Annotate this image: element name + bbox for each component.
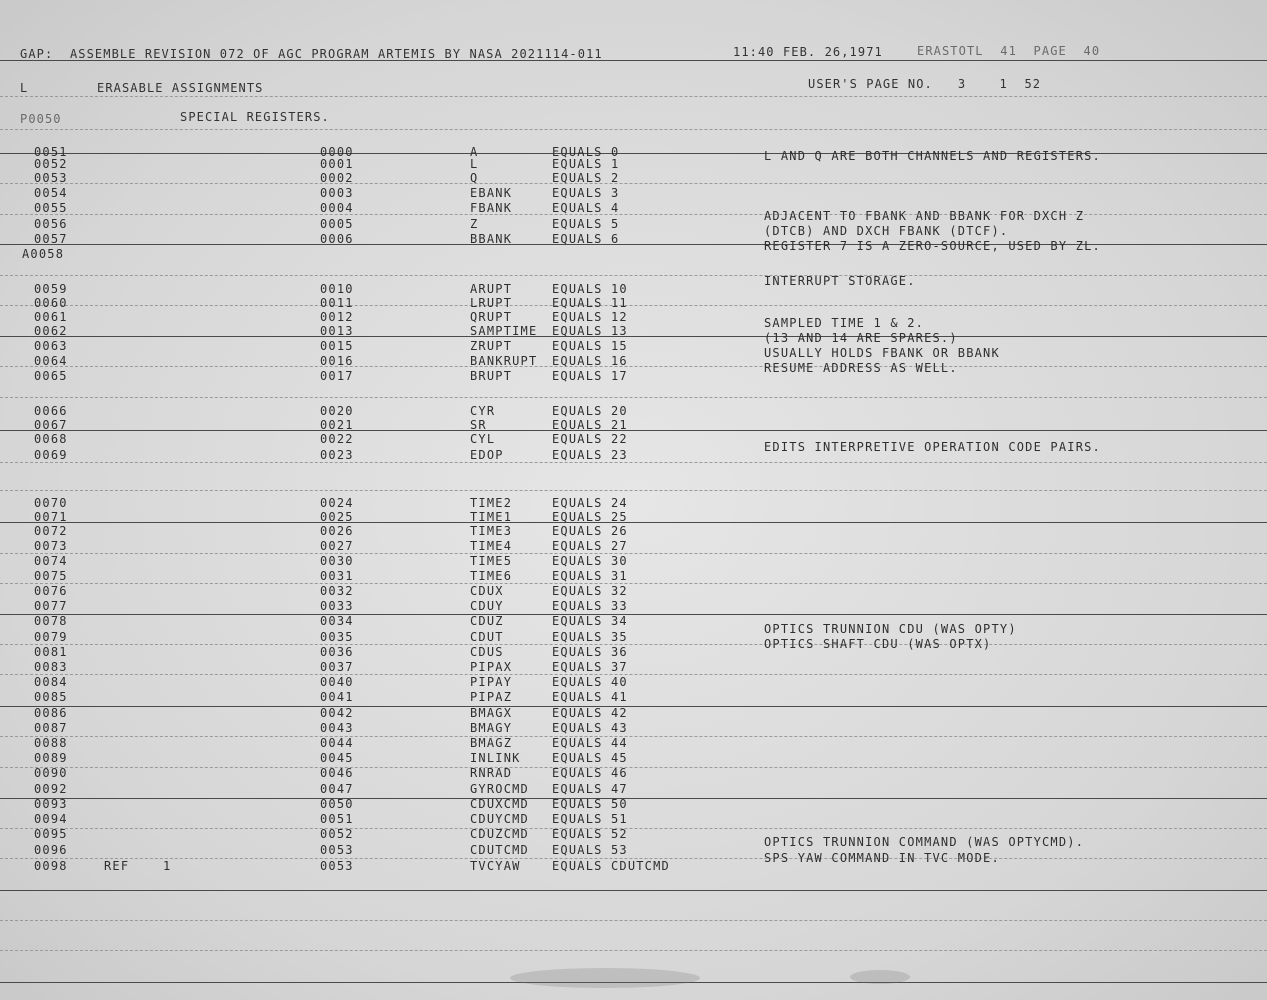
equals-directive: EQUALS 24 xyxy=(552,496,628,510)
equals-directive: EQUALS 51 xyxy=(552,812,628,826)
symbol: TIME4 xyxy=(470,539,513,553)
address: 0053 xyxy=(320,843,354,857)
address: 0002 xyxy=(320,171,354,185)
rule-line xyxy=(0,614,1267,615)
line-number: 0086 xyxy=(34,706,68,720)
address: 0037 xyxy=(320,660,354,674)
symbol: EDOP xyxy=(470,448,504,462)
equals-directive: EQUALS 11 xyxy=(552,296,628,310)
line-number: 0056 xyxy=(34,217,68,231)
rule-line xyxy=(0,430,1267,431)
line-number: 0085 xyxy=(34,690,68,704)
address: 0052 xyxy=(320,827,354,841)
symbol: ZRUPT xyxy=(470,339,513,353)
comment: (13 AND 14 ARE SPARES.) xyxy=(764,331,958,345)
address: 0003 xyxy=(320,186,354,200)
address: 0001 xyxy=(320,157,354,171)
address: 0027 xyxy=(320,539,354,553)
symbol: PIPAX xyxy=(470,660,513,674)
rule-line xyxy=(0,366,1267,367)
address: 0021 xyxy=(320,418,354,432)
rule-line xyxy=(0,767,1267,768)
equals-directive: EQUALS 47 xyxy=(552,782,628,796)
symbol: FBANK xyxy=(470,201,513,215)
symbol: CDUT xyxy=(470,630,504,644)
line-number: 0077 xyxy=(34,599,68,613)
symbol: CDUTCMD xyxy=(470,843,529,857)
equals-directive: EQUALS 16 xyxy=(552,354,628,368)
line-number: 0081 xyxy=(34,645,68,659)
symbol: CDUX xyxy=(470,584,504,598)
rule-line xyxy=(0,522,1267,523)
symbol: INLINK xyxy=(470,751,521,765)
address: 0033 xyxy=(320,599,354,613)
symbol: TIME6 xyxy=(470,569,513,583)
line-number: 0059 xyxy=(34,282,68,296)
line-number: 0070 xyxy=(34,496,68,510)
symbol: BBANK xyxy=(470,232,513,246)
header-title: GAP: ASSEMBLE REVISION 072 OF AGC PROGRAM ARTEMIS BY NASA 2021114-011 xyxy=(20,47,603,61)
address: 0032 xyxy=(320,584,354,598)
smudge-mark xyxy=(510,968,700,988)
equals-directive: EQUALS 37 xyxy=(552,660,628,674)
equals-directive: EQUALS 36 xyxy=(552,645,628,659)
address: 0020 xyxy=(320,404,354,418)
p-line-number: P0050 xyxy=(20,112,62,126)
address: 0004 xyxy=(320,201,354,215)
equals-directive: EQUALS 5 xyxy=(552,217,620,231)
ref-count: REF 1 xyxy=(104,859,172,873)
equals-directive: EQUALS 15 xyxy=(552,339,628,353)
rule-line xyxy=(0,490,1267,491)
equals-directive: EQUALS 23 xyxy=(552,448,628,462)
equals-directive: EQUALS 17 xyxy=(552,369,628,383)
equals-directive: EQUALS 10 xyxy=(552,282,628,296)
address: 0023 xyxy=(320,448,354,462)
symbol: ARUPT xyxy=(470,282,513,296)
line-number: 0064 xyxy=(34,354,68,368)
address: 0017 xyxy=(320,369,354,383)
address: 0011 xyxy=(320,296,354,310)
symbol: LRUPT xyxy=(470,296,513,310)
smudge-mark xyxy=(850,970,910,984)
equals-directive: EQUALS 6 xyxy=(552,232,620,246)
address: 0041 xyxy=(320,690,354,704)
address: 0022 xyxy=(320,432,354,446)
address: 0034 xyxy=(320,614,354,628)
equals-directive: EQUALS 22 xyxy=(552,432,628,446)
line-number: 0060 xyxy=(34,296,68,310)
address: 0026 xyxy=(320,524,354,538)
line-number: 0066 xyxy=(34,404,68,418)
rule-line xyxy=(0,950,1267,951)
symbol: EBANK xyxy=(470,186,513,200)
rule-line xyxy=(0,336,1267,337)
equals-directive: EQUALS 0 xyxy=(552,145,620,159)
rule-line xyxy=(0,828,1267,829)
symbol: CDUY xyxy=(470,599,504,613)
address: 0045 xyxy=(320,751,354,765)
address: 0000 xyxy=(320,145,354,159)
rule-line xyxy=(0,890,1267,891)
symbol: PIPAY xyxy=(470,675,513,689)
special-registers-heading: SPECIAL REGISTERS. xyxy=(180,110,330,124)
rule-line xyxy=(0,583,1267,584)
line-number: 0063 xyxy=(34,339,68,353)
line-number: 0096 xyxy=(34,843,68,857)
symbol: A xyxy=(470,145,479,159)
symbol: CDUZCMD xyxy=(470,827,529,841)
address: 0012 xyxy=(320,310,354,324)
symbol: Z xyxy=(470,217,479,231)
rule-line xyxy=(0,920,1267,921)
rule-line xyxy=(0,462,1267,463)
symbol: CDUZ xyxy=(470,614,504,628)
equals-directive: EQUALS 52 xyxy=(552,827,628,841)
line-number: 0073 xyxy=(34,539,68,553)
line-number: 0067 xyxy=(34,418,68,432)
equals-directive: EQUALS 40 xyxy=(552,675,628,689)
comment: INTERRUPT STORAGE. xyxy=(764,274,916,288)
equals-directive: EQUALS 42 xyxy=(552,706,628,720)
line-number: 0095 xyxy=(34,827,68,841)
line-number: 0062 xyxy=(34,324,68,338)
line-number: 0075 xyxy=(34,569,68,583)
equals-directive: EQUALS 41 xyxy=(552,690,628,704)
line-number: 0061 xyxy=(34,310,68,324)
address: 0025 xyxy=(320,510,354,524)
address: 0036 xyxy=(320,645,354,659)
symbol: TIME2 xyxy=(470,496,513,510)
comment: EDITS INTERPRETIVE OPERATION CODE PAIRS. xyxy=(764,440,1101,454)
users-page-number: USER'S PAGE NO. 3 1 52 xyxy=(808,77,1042,91)
symbol: TIME1 xyxy=(470,510,513,524)
rule-line xyxy=(0,305,1267,306)
equals-directive: EQUALS 33 xyxy=(552,599,628,613)
rule-line xyxy=(0,674,1267,675)
equals-directive: EQUALS 3 xyxy=(552,186,620,200)
rule-line xyxy=(0,129,1267,130)
equals-directive: EQUALS 32 xyxy=(552,584,628,598)
symbol: BANKRUPT xyxy=(470,354,538,368)
address: 0053 xyxy=(320,859,354,873)
comment: (DTCB) AND DXCH FBANK (DTCF). xyxy=(764,224,1009,238)
equals-directive: EQUALS CDUTCMD xyxy=(552,859,670,873)
line-number: 0084 xyxy=(34,675,68,689)
line-number: 0098 xyxy=(34,859,68,873)
line-number: 0074 xyxy=(34,554,68,568)
symbol: CDUYCMD xyxy=(470,812,529,826)
equals-directive: EQUALS 34 xyxy=(552,614,628,628)
equals-directive: EQUALS 13 xyxy=(552,324,628,338)
line-number: 0068 xyxy=(34,432,68,446)
rule-line xyxy=(0,736,1267,737)
symbol: CYL xyxy=(470,432,496,446)
address: 0047 xyxy=(320,782,354,796)
symbol: BMAGY xyxy=(470,721,513,735)
comment: OPTICS SHAFT CDU (WAS OPTX) xyxy=(764,637,992,651)
section-marker: L xyxy=(20,81,29,95)
address: 0046 xyxy=(320,766,354,780)
symbol: L xyxy=(470,157,479,171)
equals-directive: EQUALS 45 xyxy=(552,751,628,765)
rule-line xyxy=(0,397,1267,398)
line-number: 0055 xyxy=(34,201,68,215)
equals-directive: EQUALS 1 xyxy=(552,157,620,171)
line-number: 0079 xyxy=(34,630,68,644)
symbol: RNRAD xyxy=(470,766,513,780)
rule-line xyxy=(0,644,1267,645)
equals-directive: EQUALS 27 xyxy=(552,539,628,553)
symbol: QRUPT xyxy=(470,310,513,324)
line-number: 0053 xyxy=(34,171,68,185)
rule-line xyxy=(0,706,1267,707)
line-number: 0088 xyxy=(34,736,68,750)
equals-directive: EQUALS 20 xyxy=(552,404,628,418)
address: 0015 xyxy=(320,339,354,353)
symbol: CDUS xyxy=(470,645,504,659)
rule-line xyxy=(0,183,1267,184)
equals-directive: EQUALS 44 xyxy=(552,736,628,750)
comment: SPS YAW COMMAND IN TVC MODE. xyxy=(764,851,1000,865)
line-number: 0065 xyxy=(34,369,68,383)
address: 0010 xyxy=(320,282,354,296)
symbol: BMAGZ xyxy=(470,736,513,750)
comment: OPTICS TRUNNION CDU (WAS OPTY) xyxy=(764,622,1017,636)
comment: SAMPLED TIME 1 & 2. xyxy=(764,316,925,330)
address: 0005 xyxy=(320,217,354,231)
symbol: TVCYAW xyxy=(470,859,521,873)
address: 0035 xyxy=(320,630,354,644)
symbol: Q xyxy=(470,171,479,185)
line-number: 0087 xyxy=(34,721,68,735)
symbol: TIME3 xyxy=(470,524,513,538)
address: 0042 xyxy=(320,706,354,720)
line-number: 0092 xyxy=(34,782,68,796)
address: 0044 xyxy=(320,736,354,750)
equals-directive: EQUALS 30 xyxy=(552,554,628,568)
symbol: CDUXCMD xyxy=(470,797,529,811)
address: 0043 xyxy=(320,721,354,735)
equals-directive: EQUALS 43 xyxy=(552,721,628,735)
line-number: 0069 xyxy=(34,448,68,462)
equals-directive: EQUALS 2 xyxy=(552,171,620,185)
address: 0024 xyxy=(320,496,354,510)
comment: USUALLY HOLDS FBANK OR BBANK xyxy=(764,346,1000,360)
symbol: CYR xyxy=(470,404,496,418)
line-number: 0057 xyxy=(34,232,68,246)
equals-directive: EQUALS 50 xyxy=(552,797,628,811)
address: 0016 xyxy=(320,354,354,368)
comment: REGISTER 7 IS A ZERO-SOURCE, USED BY ZL. xyxy=(764,239,1101,253)
rule-line xyxy=(0,96,1267,97)
symbol: BRUPT xyxy=(470,369,513,383)
symbol: BMAGX xyxy=(470,706,513,720)
line-number: 0071 xyxy=(34,510,68,524)
rule-line xyxy=(0,275,1267,276)
line-number: 0078 xyxy=(34,614,68,628)
line-number: 0083 xyxy=(34,660,68,674)
equals-directive: EQUALS 31 xyxy=(552,569,628,583)
equals-directive: EQUALS 53 xyxy=(552,843,628,857)
line-number: 0054 xyxy=(34,186,68,200)
line-number: 0089 xyxy=(34,751,68,765)
section-title: ERASABLE ASSIGNMENTS xyxy=(97,81,264,95)
line-number: 0094 xyxy=(34,812,68,826)
symbol: SAMPTIME xyxy=(470,324,538,338)
header-page-info: ERASTOTL 41 PAGE 40 xyxy=(917,44,1101,58)
equals-directive: EQUALS 4 xyxy=(552,201,620,215)
line-number: 0052 xyxy=(34,157,68,171)
symbol: SR xyxy=(470,418,487,432)
rule-line xyxy=(0,553,1267,554)
line-number: 0072 xyxy=(34,524,68,538)
line-number: 0051 xyxy=(34,145,68,159)
address: 0031 xyxy=(320,569,354,583)
rule-line xyxy=(0,798,1267,799)
address: 0050 xyxy=(320,797,354,811)
equals-directive: EQUALS 12 xyxy=(552,310,628,324)
line-number: 0076 xyxy=(34,584,68,598)
symbol: TIME5 xyxy=(470,554,513,568)
comment: L AND Q ARE BOTH CHANNELS AND REGISTERS. xyxy=(764,149,1101,163)
comment: OPTICS TRUNNION COMMAND (WAS OPTYCMD). xyxy=(764,835,1085,849)
comment: RESUME ADDRESS AS WELL. xyxy=(764,361,958,375)
address: 0051 xyxy=(320,812,354,826)
equals-directive: EQUALS 35 xyxy=(552,630,628,644)
symbol: PIPAZ xyxy=(470,690,513,704)
line-number: 0093 xyxy=(34,797,68,811)
line-number: 0090 xyxy=(34,766,68,780)
comment: ADJACENT TO FBANK AND BBANK FOR DXCH Z xyxy=(764,209,1085,223)
address: 0006 xyxy=(320,232,354,246)
equals-directive: EQUALS 25 xyxy=(552,510,628,524)
address: 0013 xyxy=(320,324,354,338)
address: 0040 xyxy=(320,675,354,689)
line-number: A0058 xyxy=(22,247,65,261)
symbol: GYROCMD xyxy=(470,782,529,796)
equals-directive: EQUALS 21 xyxy=(552,418,628,432)
address: 0030 xyxy=(320,554,354,568)
equals-directive: EQUALS 46 xyxy=(552,766,628,780)
header-timestamp: 11:40 FEB. 26,1971 xyxy=(733,45,883,59)
equals-directive: EQUALS 26 xyxy=(552,524,628,538)
